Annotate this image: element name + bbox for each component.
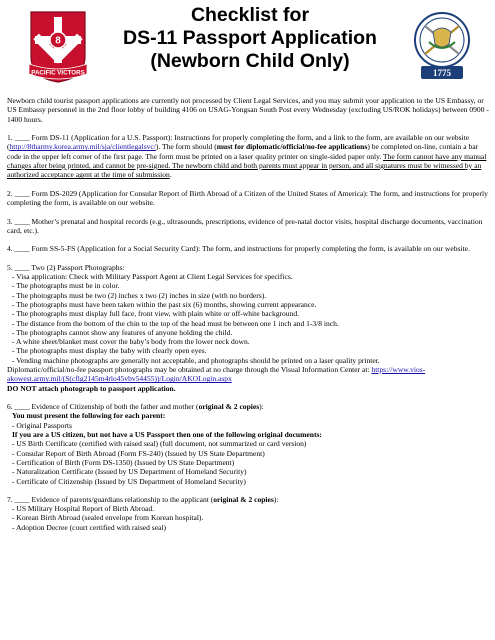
title-line-3: (Newborn Child Only) — [150, 50, 350, 72]
checklist-item-5-heading: 5. ____ Two (2) Passport Photographs: — [7, 262, 125, 272]
intro-paragraph: Newborn child tourist passport applications are currently not processed by Client Legal Services, and you may submit your application to the US Embassy, or US Embassy personnel in the 2nd floor lobby of building 4106 on USAG-Yongsan South Post every Wednesday (excluding US/ROK holidays) between 0900 - 1400 hours. — [7, 96, 489, 124]
list-item: - Certification of Birth (Form DS-1350) (Issued by US State Department) — [12, 457, 235, 467]
list-item: - Certificate of Citizenship (Issued by US Department of Homeland Security) — [12, 476, 246, 486]
checklist-item-3: 3. ____ Mother’s prenatal and hospital records (e.g., ultrasounds, prescriptions, evidence of pre-natal doctor visits, hospital discharge documents, vaccination card, etc.). — [7, 216, 483, 235]
list-item: - Korean Birth Abroad (sealed envelope from Korean hospital). — [12, 513, 204, 523]
svg-text:1775: 1775 — [433, 68, 451, 78]
checklist-item-2: 2. ____ Form DS-2029 (Application for Consular Report of Birth Abroad of a Citizen of the United States of America): The form, and instructions for properly completing the form, is available on our website. — [7, 188, 488, 208]
list-item: - The photographs must have been taken within the past six (6) months, showing current appearance. — [12, 299, 317, 309]
list-item: - A white sheet/blanket must cover the baby’s body from the lower neck down. — [12, 337, 250, 347]
list-item: - Adoption Decree (court certified with raised seal) — [12, 522, 167, 532]
list-item: - The distance from the bottom of the chin to the top of the head must be between one 1 inch and 1-3/8 inch. — [12, 318, 339, 328]
sub-heading: You must present the following for each parent: — [12, 411, 166, 421]
patch-number-label: 8 — [55, 35, 61, 47]
list-item: - Visa application: Check with Military Passport Agent at Client Legal Services for specifics. — [12, 272, 293, 282]
list-item: - Consular Report of Birth Abroad (Form FS-240) (Issued by US State Department) — [12, 448, 265, 458]
list-item: - Naturalization Certificate (Issued by US Department of Homeland Security) — [12, 467, 247, 477]
list-item: - The photographs must display full face, front view, with plain white or off-white background. — [12, 309, 299, 319]
title-line-1: Checklist for — [190, 4, 310, 26]
photo-requirements-list — [7, 272, 489, 365]
checklist-item-1: 1. ____ Form DS-11 (Application for a U.S. Passport): Instructions for properly completing the form, and a link to the form, are available on our website (http://8tharmy.korea.army.mil/sja/clientlegalsvc/). The form should (must for diplomatic/official/no-fee applications) be completed on-line, contain a bar code in the upper left corner of the first page. The form must be printed on a laser quality printer on single-sided paper only. The form cannot have any manual changes after being printed, and cannot be pre-signed. The newborn child and both parents must appear in person, and all signatures must be witnessed by an authorized acceptance agent at the time of submission. — [7, 133, 487, 180]
list-item: - The photographs must be two (2) inches x two (2) inches in size (with no borders). — [12, 290, 267, 300]
svg-text:PACIFIC VICTORS: PACIFIC VICTORS — [31, 69, 85, 77]
list-item: - The photographs must display the baby with clearly open eyes. — [12, 346, 207, 356]
list-item: - The photographs must be in color. — [12, 281, 120, 291]
page-title — [90, 4, 410, 73]
list-item: - US Military Hospital Report of Birth Abroad. — [12, 504, 155, 514]
title-line-2: DS-11 Passport Application — [123, 27, 377, 49]
eighth-army-patch-logo — [27, 8, 89, 84]
checklist-item-4: 4. ____ Form SS-5-FS (Application for a Social Security Card): The form, and instructions for properly completing the form, is available on our website. — [7, 244, 470, 254]
list-item: - US Birth Certificate (certified with raised seal) (full document, not summarized or card version) — [12, 439, 307, 449]
checklist-item-6-heading: 6. ____ Evidence of Citizenship of both the father and mother (original & 2 copies): — [7, 402, 264, 412]
citizenship-evidence-list — [7, 411, 489, 485]
visual-information-center-link[interactable]: https://www.vios-akowest.army.mil/(S(cflg2145m4rlo45vbv54455))/Login/AKOLogin.aspx — [7, 365, 426, 384]
client-legal-website-link[interactable]: http://8tharmy.korea.army.mil/sja/clientlegalsvc/ — [9, 142, 156, 152]
sub-heading: If you are a US citizen, but not have a US Passport then one of the following original documents: — [12, 430, 322, 440]
list-item: - Vending machine photographs are generally not acceptable, and photographs should be printed on a laser quality printer. — [12, 355, 380, 365]
signature-requirement-note: The form cannot have any manual changes after being printed, and cannot be pre-signed. The newborn child and both parents must appear in person, and all signatures must be witnessed by an authorized acceptance agent at the time of submission — [7, 151, 487, 180]
list-item: - Original Passports — [12, 420, 72, 430]
checklist-body — [7, 96, 489, 532]
checklist-item-7-heading: 7. ____ Evidence of parents/guardians relationship to the applicant (original & 2 copies): — [7, 494, 279, 504]
jag-corps-crest-logo — [411, 8, 473, 84]
photo-warning: DO NOT attach photograph to passport application. — [7, 383, 176, 393]
photo-note: Diplomatic/official/no-fee passport photographs may be obtained at no charge through the Visual Information Center at: https://www.vios-akowest.army.mil/(S(cflg2145m4rlo45vbv54455))/Login/AKOLogin.aspx — [7, 365, 426, 384]
list-item: - The photographs cannot show any features of anyone holding the child. — [12, 327, 233, 337]
relationship-evidence-list — [7, 504, 489, 532]
